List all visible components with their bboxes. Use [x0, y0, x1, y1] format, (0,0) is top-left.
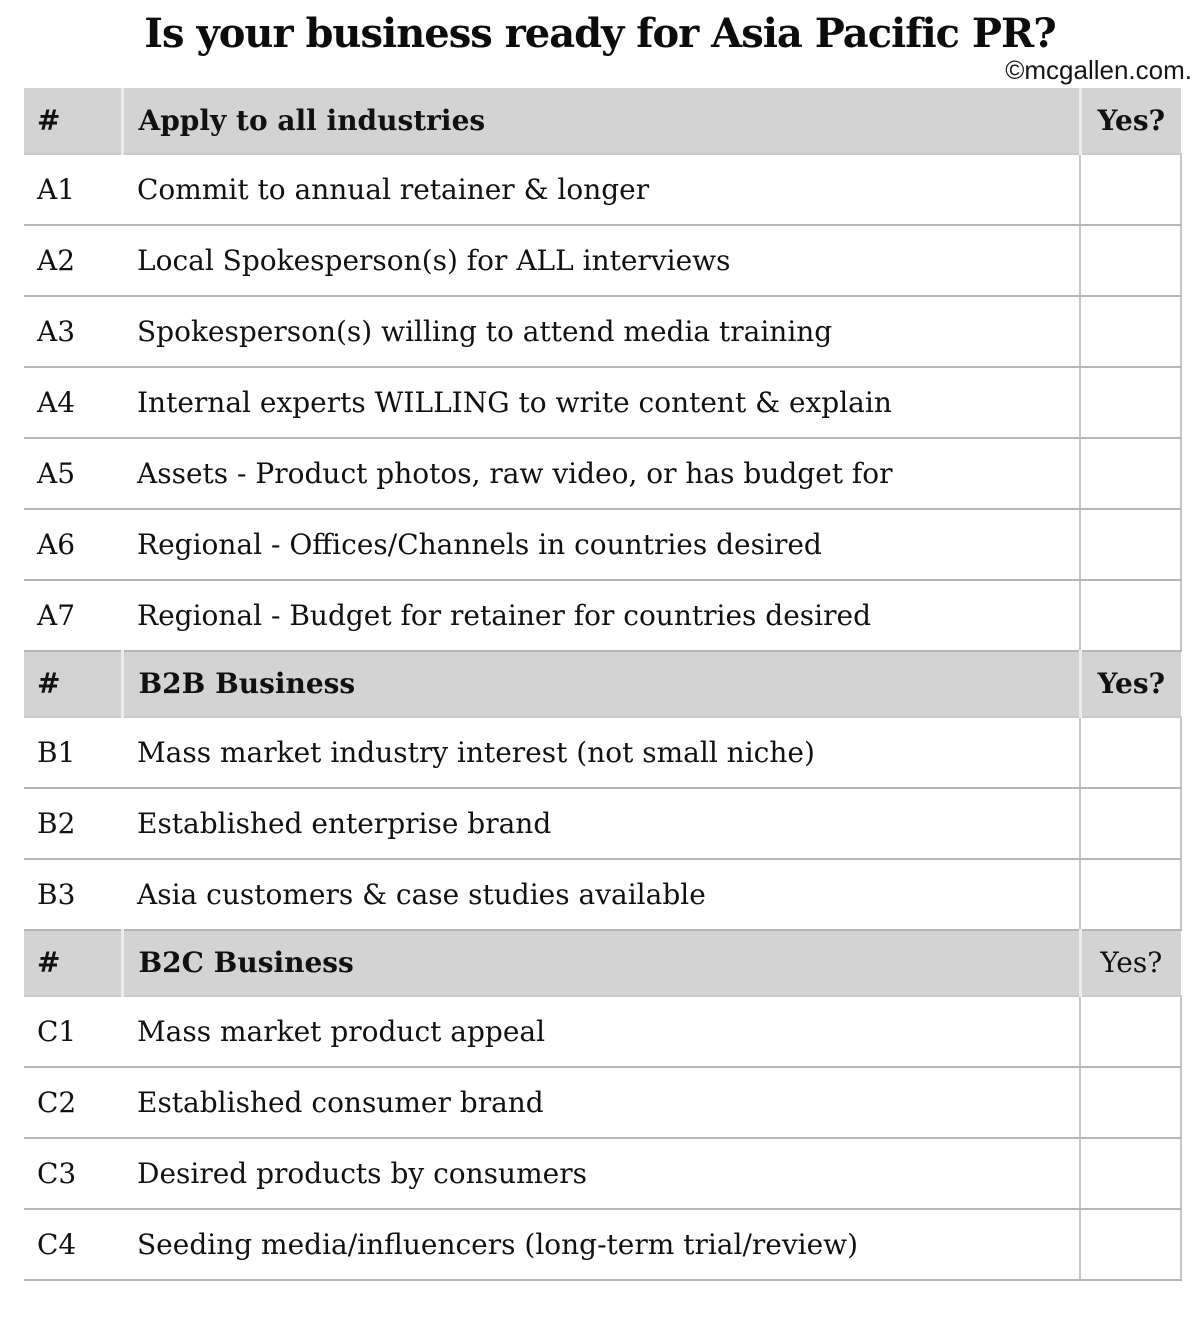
table-row: [24, 717, 1181, 788]
row-desc-cell: Local Spokesperson(s) for ALL interviews: [122, 225, 1080, 296]
yes-cell: [1080, 788, 1181, 859]
row-desc-cell: Commit to annual retainer & longer: [122, 154, 1080, 225]
table-row: [24, 1209, 1181, 1280]
yes-cell: [1080, 1209, 1181, 1280]
table-row: [24, 509, 1181, 580]
row-desc-cell: Desired products by consumers: [122, 1138, 1080, 1209]
row-id-cell: A5: [24, 438, 122, 509]
section-title: B2B Business: [122, 651, 1080, 717]
section-header-row-b2b: [24, 651, 1181, 717]
row-id-cell: B3: [24, 859, 122, 930]
table-row: [24, 859, 1181, 930]
row-desc-cell: Mass market product appeal: [122, 996, 1080, 1067]
row-id-cell: B1: [24, 717, 122, 788]
yes-cell: [1080, 225, 1181, 296]
row-id-cell: A2: [24, 225, 122, 296]
row-id-cell: A4: [24, 367, 122, 438]
row-id-cell: C3: [24, 1138, 122, 1209]
row-id-cell: A1: [24, 154, 122, 225]
yes-cell: [1080, 154, 1181, 225]
table-row: [24, 296, 1181, 367]
pr-readiness-checklist-table: [24, 88, 1182, 1281]
row-id-cell: A3: [24, 296, 122, 367]
table-row: [24, 1138, 1181, 1209]
table-row: [24, 996, 1181, 1067]
yes-cell: [1080, 859, 1181, 930]
section-yes-header: Yes?: [1080, 651, 1181, 717]
row-desc-cell: Mass market industry interest (not small niche): [122, 717, 1080, 788]
yes-cell: [1080, 1067, 1181, 1138]
section-title: Apply to all industries: [122, 88, 1080, 154]
yes-cell: [1080, 296, 1181, 367]
section-title: B2C Business: [122, 930, 1080, 996]
row-desc-cell: Seeding media/influencers (long-term trial/review): [122, 1209, 1080, 1280]
row-desc-cell: Asia customers & case studies available: [122, 859, 1080, 930]
row-id-cell: C2: [24, 1067, 122, 1138]
section-num-header: #: [24, 930, 122, 996]
row-desc-cell: Regional - Offices/Channels in countries desired: [122, 509, 1080, 580]
row-id-cell: C1: [24, 996, 122, 1067]
section-yes-header: Yes?: [1080, 88, 1181, 154]
row-desc-cell: Established consumer brand: [122, 1067, 1080, 1138]
yes-cell: [1080, 509, 1181, 580]
row-id-cell: A7: [24, 580, 122, 651]
row-desc-cell: Regional - Budget for retainer for countries desired: [122, 580, 1080, 651]
copyright-credit: ©mcgallen.com.: [1005, 55, 1192, 85]
table-row: [24, 438, 1181, 509]
table-row: [24, 580, 1181, 651]
yes-cell: [1080, 996, 1181, 1067]
section-yes-header: Yes?: [1080, 930, 1181, 996]
table-row: [24, 788, 1181, 859]
yes-cell: [1080, 438, 1181, 509]
row-desc-cell: Established enterprise brand: [122, 788, 1080, 859]
table-row: [24, 367, 1181, 438]
yes-cell: [1080, 367, 1181, 438]
page-title: Is your business ready for Asia Pacific PR?: [144, 10, 1056, 57]
section-header-row-all-industries: [24, 88, 1181, 154]
row-desc-cell: Internal experts WILLING to write content & explain: [122, 367, 1080, 438]
section-num-header: #: [24, 651, 122, 717]
table-row: [24, 225, 1181, 296]
row-id-cell: A6: [24, 509, 122, 580]
section-header-row-b2c: [24, 930, 1181, 996]
row-desc-cell: Assets - Product photos, raw video, or has budget for: [122, 438, 1080, 509]
row-desc-cell: Spokesperson(s) willing to attend media training: [122, 296, 1080, 367]
section-num-header: #: [24, 88, 122, 154]
row-id-cell: B2: [24, 788, 122, 859]
table-row: [24, 1067, 1181, 1138]
table-row: [24, 154, 1181, 225]
yes-cell: [1080, 717, 1181, 788]
yes-cell: [1080, 1138, 1181, 1209]
row-id-cell: C4: [24, 1209, 122, 1280]
yes-cell: [1080, 580, 1181, 651]
